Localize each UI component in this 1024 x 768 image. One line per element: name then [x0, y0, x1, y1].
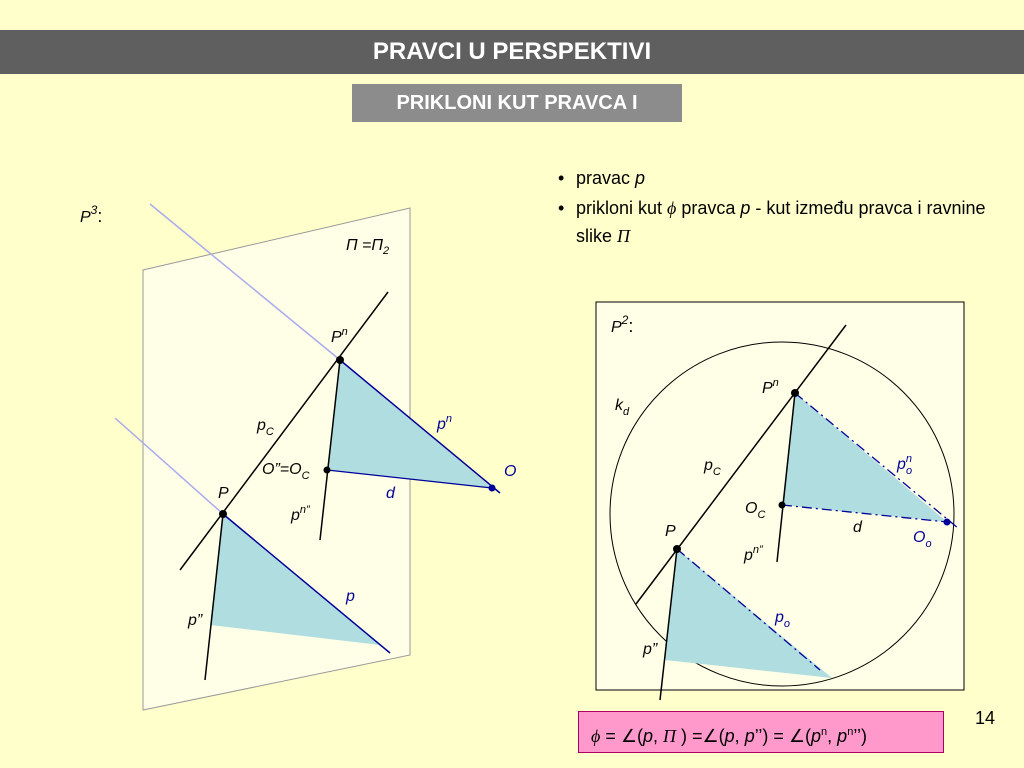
- point-Pn: [336, 356, 344, 364]
- label-pn-double: $p^{n”}$: [291, 504, 310, 524]
- label-d-right: d: [853, 519, 862, 536]
- label-po: $p_o$: [775, 609, 791, 630]
- label-p-double-right: p”: [643, 641, 658, 658]
- point-O: [489, 485, 496, 492]
- bullet-item-2: • prikloni kut ϕ pravca p - kut između pravca i ravnine slike Π: [556, 194, 1016, 250]
- point-P: [219, 510, 227, 518]
- plane-label: $\Pi =\Pi_2$: [346, 237, 390, 257]
- label-pno: $p^n$ o: [897, 453, 913, 477]
- label-P-right: P: [665, 523, 676, 540]
- formula-box: ϕ = ∠(p, Π ) =∠(p, p’’) = $\angle(p^n$, $p^n$’’): [578, 711, 944, 753]
- view-label-left: $P^3$:: [80, 203, 103, 226]
- label-d: d: [386, 485, 395, 502]
- pi-symbol: Π: [617, 226, 631, 246]
- label-OC: $O”=O_C$: [262, 461, 310, 482]
- point-OC-right: [779, 502, 786, 509]
- label-Pn-right: $P^n$: [762, 377, 779, 397]
- right-figure: [596, 302, 964, 700]
- point-OC: [324, 467, 331, 474]
- label-OC-right: $O_C$: [745, 500, 766, 521]
- label-pn: $p^n$: [437, 413, 453, 433]
- label-Pn: $P^n$: [331, 326, 348, 346]
- bullet-item-1: • pravac p: [556, 164, 1016, 192]
- view-label-right: $P^2$:: [611, 313, 634, 336]
- point-Pn-right: [791, 389, 799, 397]
- page-number: 14: [975, 708, 996, 728]
- phi-symbol: ϕ: [667, 198, 677, 218]
- label-p: p: [346, 588, 355, 605]
- left-figure: [80, 203, 516, 710]
- point-P-right: [673, 545, 681, 553]
- label-pC: $p_C$: [257, 417, 274, 438]
- point-Oo: [944, 519, 951, 526]
- label-Oo: $O_o$: [913, 529, 932, 550]
- label-O: O: [504, 463, 517, 480]
- label-p-double: p”: [188, 612, 203, 629]
- slide-subtitle: PRIKLONI KUT PRAVCA I: [352, 84, 682, 122]
- slide-title: PRAVCI U PERSPEKTIVI: [0, 30, 1024, 74]
- label-P: P: [218, 485, 229, 502]
- label-kd: $k_d$: [615, 397, 630, 418]
- label-pC-right: $p_C$: [704, 457, 721, 478]
- label-pn-double-right: $p^{n”}$: [744, 544, 763, 564]
